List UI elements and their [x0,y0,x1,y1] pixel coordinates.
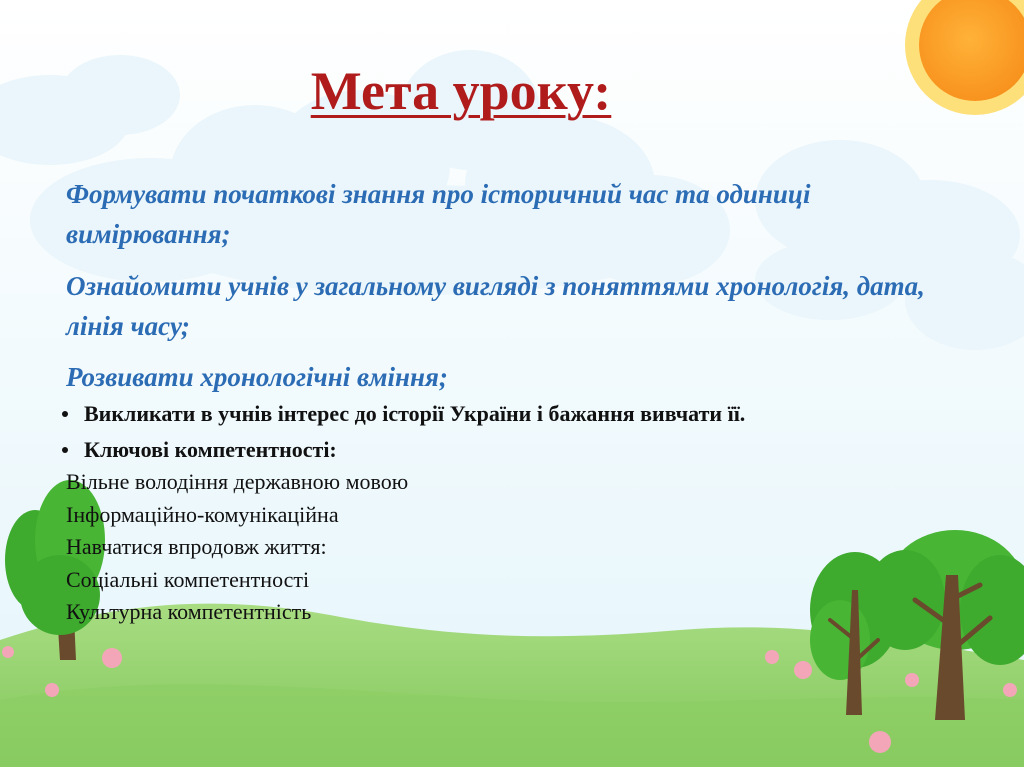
bullet-text: Ключові компетентності: [84,437,337,462]
list-item: Культурна компетентність [66,599,312,624]
bullet-item [62,399,1002,429]
bullet-dot-icon [62,447,68,453]
page-title: Мета уроку: [310,61,612,121]
list-item: Навчатися впродовж життя: [66,534,327,559]
bullet-text: Викликати в учнів інтерес до історії України і бажання вивчати її. [84,401,746,426]
bullet-dot-icon [62,411,68,417]
bullet-item [62,435,1002,465]
goal-item: Розвивати хронологічні вміння; [66,362,448,392]
list-item: Соціальні компетентності [66,566,310,592]
goal-item: Формувати початкові знання про історичний час та одиниці вимірювання; [66,179,811,249]
list-item: Вільне володіння державною мовою [66,469,409,494]
list-item: Інформаційно-комунікаційна [66,501,339,527]
goal-item: Ознайомити учнів у загальному вигляді з поняттями хронологія, дата, лінія часу; [66,271,925,341]
competency-list [66,466,408,629]
